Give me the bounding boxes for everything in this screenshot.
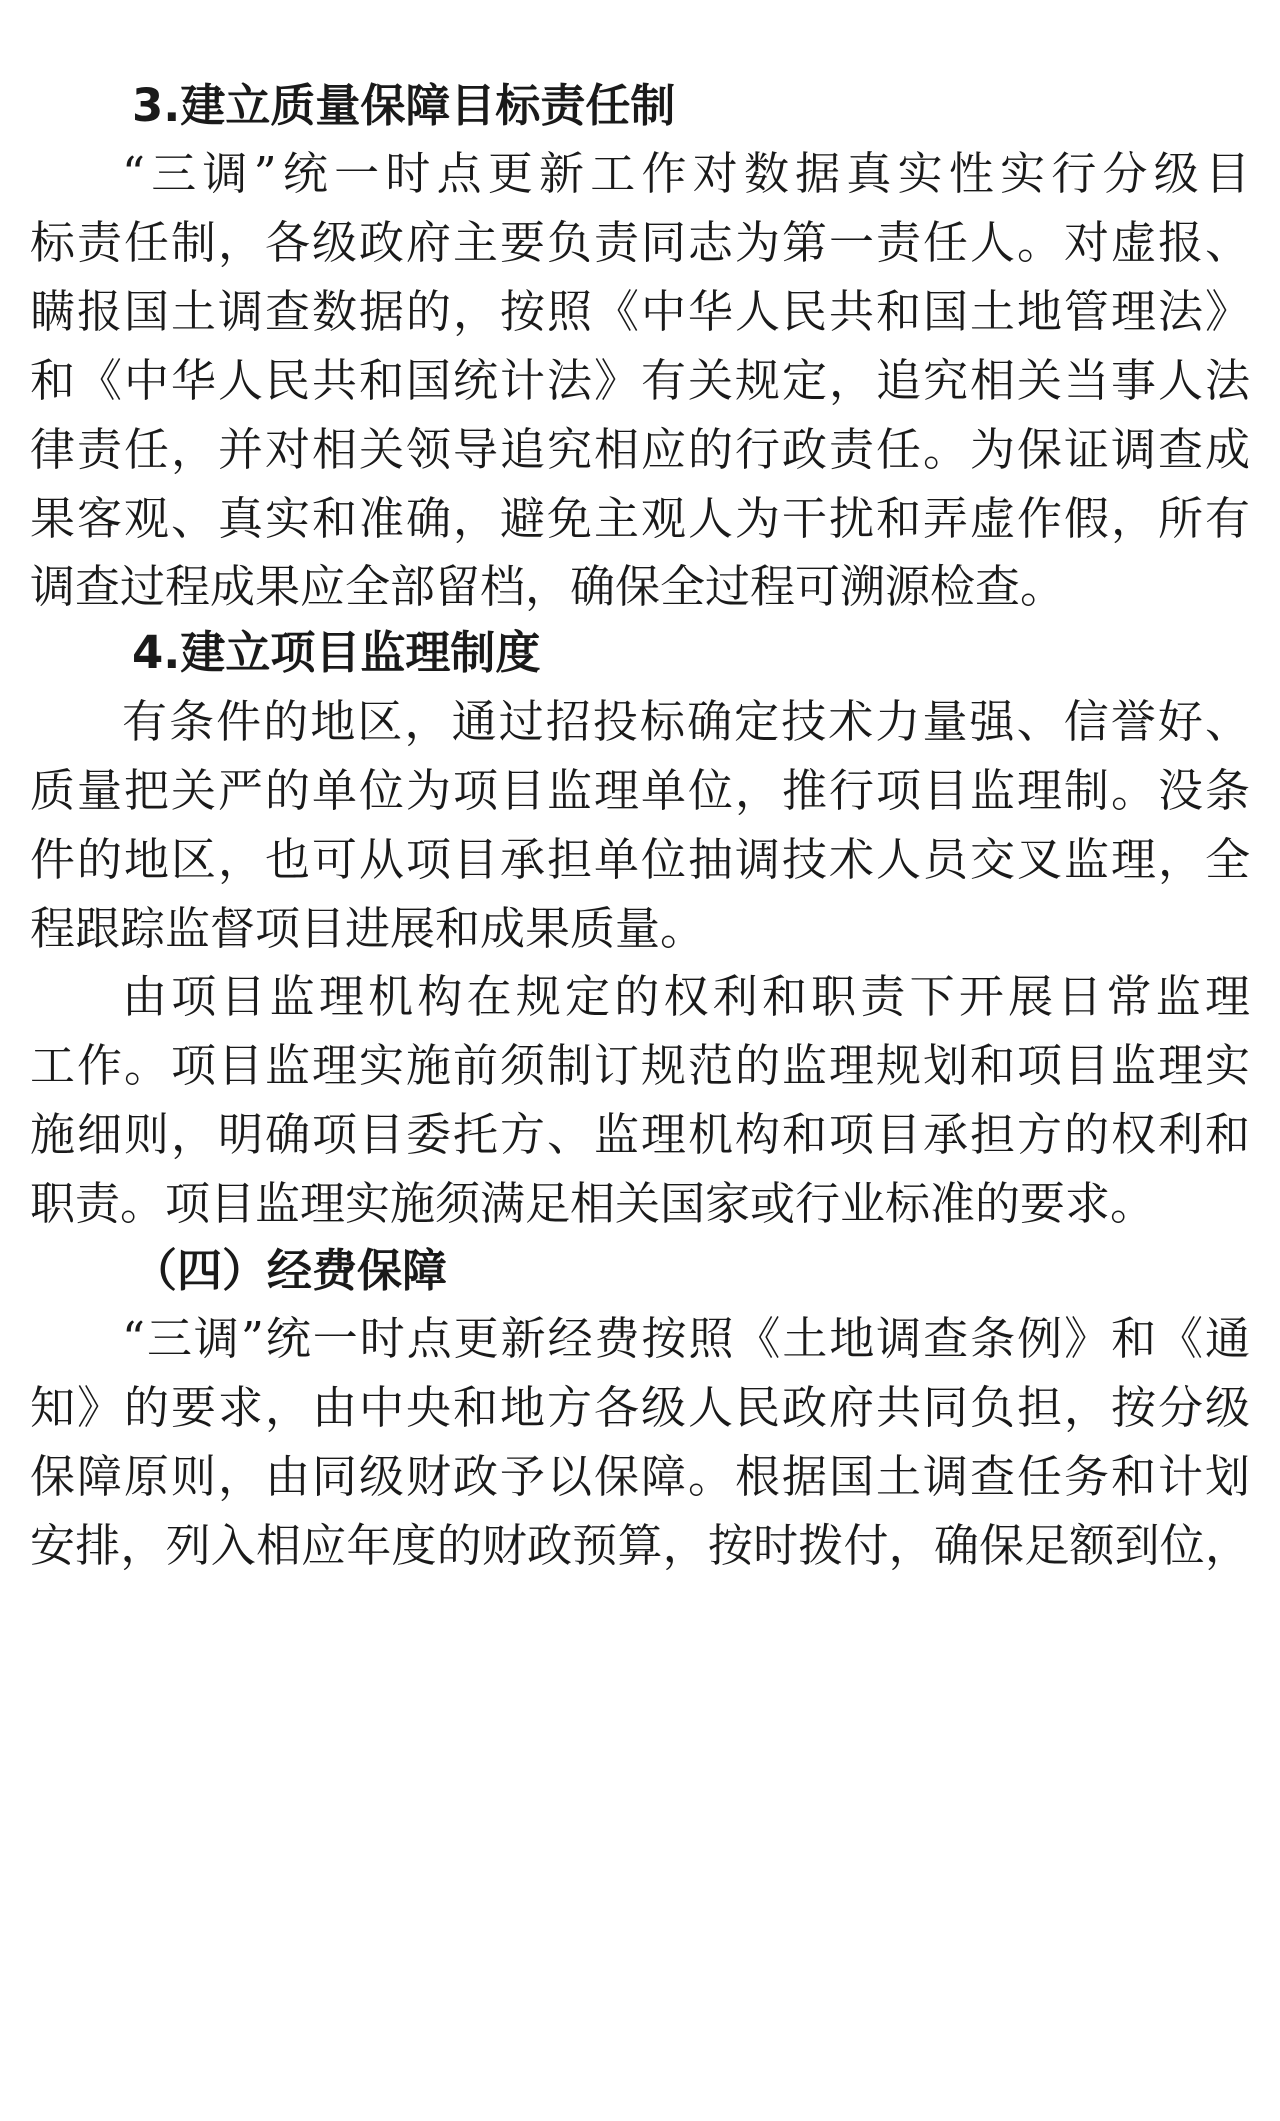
paragraph-line: 施细则，明确项目委托方、监理机构和项目承担方的权利和 bbox=[30, 1108, 1250, 1161]
section-heading-funding: （四）经费保障 bbox=[132, 1244, 448, 1297]
paragraph-line: 程跟踪监督项目进展和成果质量。 bbox=[30, 902, 706, 955]
paragraph-line: 工作。项目监理实施前须制订规范的监理规划和项目监理实 bbox=[30, 1039, 1250, 1092]
paragraph-line: 律责任，并对相关领导追究相应的行政责任。为保证调查成 bbox=[30, 423, 1250, 476]
paragraph-line: 调查过程成果应全部留档，确保全过程可溯源检查。 bbox=[30, 560, 1066, 613]
section-heading-project-supervision: 4.建立项目监理制度 bbox=[132, 626, 541, 679]
paragraph-line: 知》的要求，由中央和地方各级人民政府共同负担，按分级 bbox=[30, 1381, 1250, 1434]
paragraph-line: 职责。项目监理实施须满足相关国家或行业标准的要求。 bbox=[30, 1177, 1156, 1230]
paragraph-line: 保障原则，由同级财政予以保障。根据国土调查任务和计划 bbox=[30, 1450, 1250, 1503]
paragraph-line: 质量把关严的单位为项目监理单位，推行项目监理制。没条 bbox=[30, 764, 1250, 817]
paragraph-line: 件的地区，也可从项目承担单位抽调技术人员交叉监理，全 bbox=[30, 833, 1250, 886]
section-heading-quality-responsibility: 3.建立质量保障目标责任制 bbox=[132, 79, 676, 132]
paragraph-line: 瞒报国土调查数据的，按照《中华人民共和国土地管理法》 bbox=[30, 285, 1250, 338]
paragraph-line: 安排，列入相应年度的财政预算，按时拨付，确保足额到位， bbox=[30, 1519, 1250, 1572]
paragraph-line: “三调”统一时点更新工作对数据真实性实行分级目 bbox=[122, 147, 1250, 200]
paragraph-line: 标责任制，各级政府主要负责同志为第一责任人。对虚报、 bbox=[30, 216, 1250, 269]
paragraph-line: 果客观、真实和准确，避免主观人为干扰和弄虚作假，所有 bbox=[30, 492, 1250, 545]
paragraph-line: 和《中华人民共和国统计法》有关规定，追究相关当事人法 bbox=[30, 354, 1250, 407]
paragraph-line: 由项目监理机构在规定的权利和职责下开展日常监理 bbox=[122, 970, 1250, 1023]
paragraph-line: “三调”统一时点更新经费按照《土地调查条例》和《通 bbox=[122, 1312, 1250, 1365]
paragraph-line: 有条件的地区，通过招投标确定技术力量强、信誉好、 bbox=[122, 695, 1250, 748]
